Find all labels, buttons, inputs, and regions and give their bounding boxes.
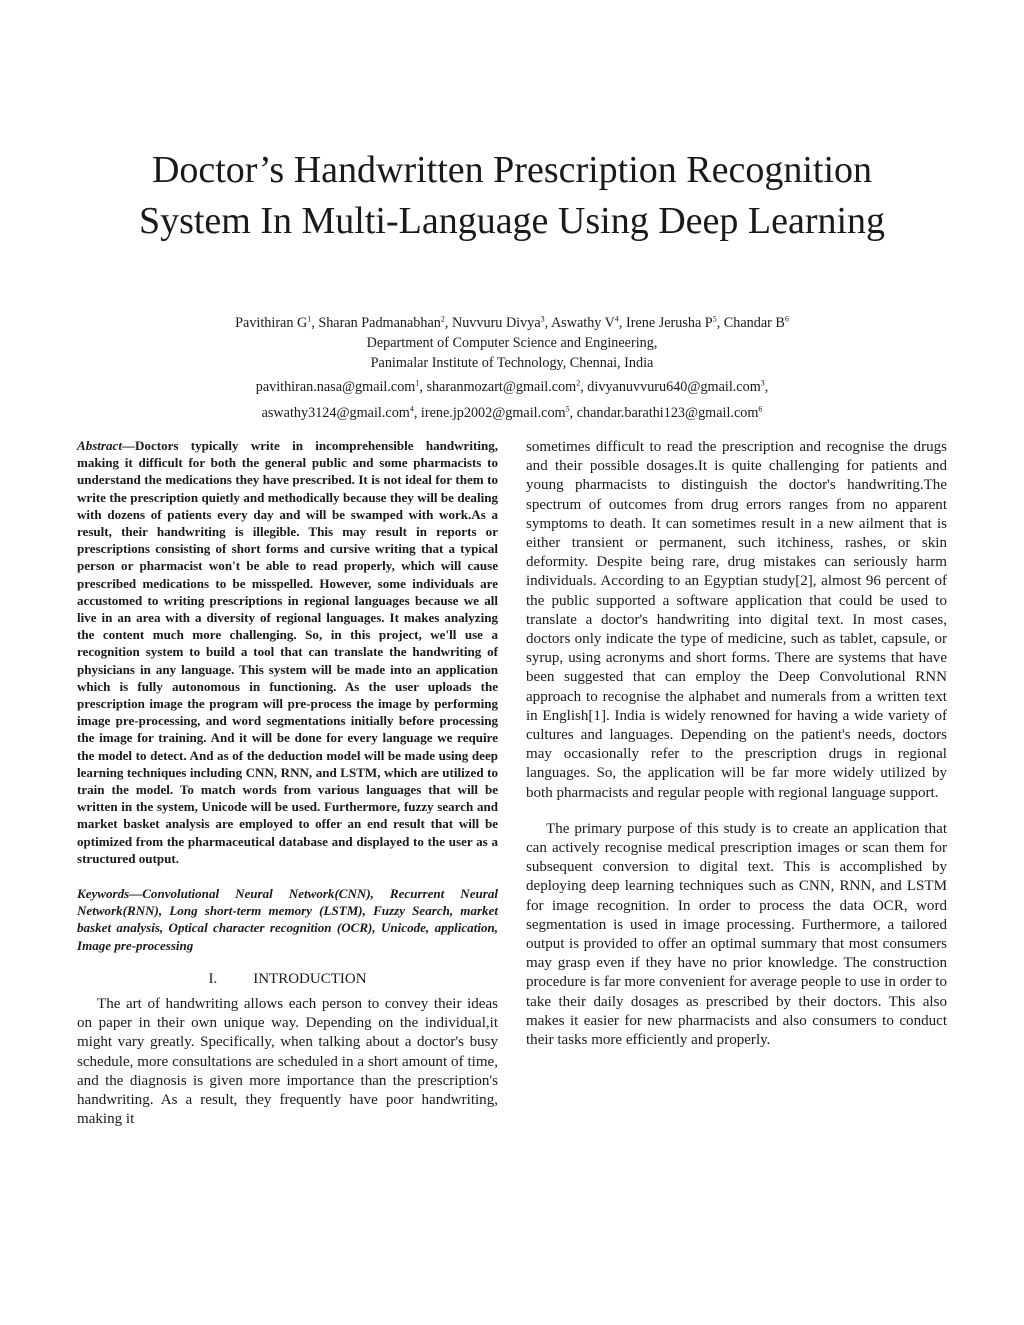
email-affil-number: 5 xyxy=(565,404,570,414)
author-affil-number: 2 xyxy=(440,314,445,324)
author-name: Chandar B xyxy=(723,315,785,331)
abstract-label: Abstract— xyxy=(77,438,135,453)
section-heading xyxy=(77,969,498,989)
author-email: divyanuvvuru640@gmail.com xyxy=(587,379,761,395)
section-title: INTRODUCTION xyxy=(253,970,367,987)
author-name: Pavithiran G xyxy=(235,315,308,331)
paper-title: Doctor’s Handwritten Prescription Recognition System In Multi-Language Using Deep Learning xyxy=(138,149,886,242)
email-affil-number: 6 xyxy=(758,404,763,414)
author-list: Pavithiran $G^1$, Sharan Padmanabhan$^2$, Nuvvuru Divya$^3$, Aswathy $V^4$, Irene Jerusha $P^5$, Chandar $B^6$ xyxy=(235,314,789,331)
abstract-text: Doctors typically write in incomprehensible handwriting, making it difficult for both the general public and some pharmacists to understand the medications they have prescribed. It is not ideal for them to write the prescription quietly and methodically because they will be dealing with dozens of patients every day and will be swamped with work.As a result, their handwriting is illegible. This may result in reports or prescriptions consisting of short forms and cursive writing that a typical person or pharmacist won't be able to read properly, which will cause prescribed medications to be misspelled. However, some individuals are accustomed to writing prescriptions in regional languages because we all live in an area with a diversity of regional languages. It makes analyzing the content much more challenging. So, in this project, we'll use a recognition system to build a tool that can translate the handwriting of physicians in any language. This system will be made into an application which is fully autonomous in functioning. As the user uploads the prescription image the program will pre-process the image by performing image pre-processing, and word segmentations initially before processing the image for training. And it will be done for every language we require the model to detect. And as of the deduction model will be made using deep learning techniques including CNN, RNN, and LSTM, which are utilized to train the model. To match words from various languages that will be written in the system, Unicode will be used. Furthermore, fuzzy search and market basket analysis are employed to offer an end result that will be optimized from the pharmaceutical database and displayed to the user as a structured output. xyxy=(77,438,498,866)
intro-paragraph: The art of handwriting allows each person to convey their ideas on paper in their own unique way. Depending on the individual,it might vary greatly. Specifically, when talking about a doctor's busy schedule, more consultations are scheduled in a short amount of time, and the diagnosis is given more importance than the prescription's handwriting. As a result, they frequently have poor handwriting, making it xyxy=(77,995,498,1128)
intro-paragraph: The primary purpose of this study is to create an application that can actively recognise medical prescription images or scan them for subsequent conversion to digital text. This is accomplished by deploying deep learning techniques such as CNN, RNN, and LSTM for image recognition. In order to process the data OCR, word segmentation is used in image processing. Furthermore, a tailored output is provided to offer an optimal summary that most consumers may grasp even if they have no prior knowledge. The construction procedure is far more convenient for average people to use in order to take their daily dosages as prescribed by their doctors. This also makes it easier for new pharmacists and also consumers to conduct their tasks more efficiently and properly. xyxy=(526,820,947,1049)
email-affil-number: 4 xyxy=(409,404,414,414)
author-email: chandar.barathi123@gmail.com xyxy=(576,405,759,421)
institute: Panimalar Institute of Technology, Chennai, India xyxy=(370,355,654,371)
author-email: pavithiran.nasa@gmail.com xyxy=(255,379,416,395)
right-column xyxy=(526,438,947,1050)
author-affil-number: 4 xyxy=(614,314,619,324)
department: Department of Computer Science and Engineering, xyxy=(366,335,658,351)
author-name: Irene Jerusha P xyxy=(626,315,713,331)
author-affil-number: 1 xyxy=(307,314,312,324)
left-column xyxy=(77,437,498,1129)
author-affil-number: 6 xyxy=(784,314,789,324)
email-affil-number: 3 xyxy=(760,378,765,388)
author-email: irene.jp2002@gmail.com xyxy=(420,405,566,421)
intro-paragraph-continued: sometimes difficult to read the prescription and recognise the drugs and their possible dosages.It is quite challenging for patients and young pharmacists to distinguish the doctor's handwriting.The spectrum of outcomes from drug errors ranges from no apparent symptoms to death. It can sometimes result in a new ailment that is either transient or permanent, such itchiness, rashes, or skin deformity. Despite being rare, drug mistakes can seriously harm individuals. According to an Egyptian study[2], almost 96 percent of the public supported a software application that could be used to translate a doctor's handwriting into digital text. In most cases, doctors only indicate the type of medicine, such as tablet, capsule, or syrup, using acronyms and short forms. There are systems that have been suggested that can employ the Deep Convolutional RNN approach to recognise the alphabet and numerals from a written text in English[1]. India is widely renowned for having a wide variety of cultures and languages. Depending on the patient's needs, doctors may occasionally refer to the prescription drugs in regional languages. So, the application will be far more widely utilized by both pharmacists and regular people with regional language support. xyxy=(526,439,947,801)
author-name: Sharan Padmanabhan xyxy=(318,315,441,331)
author-affil-number: 3 xyxy=(540,314,545,324)
email-affil-number: 1 xyxy=(415,378,420,388)
abstract xyxy=(77,437,498,867)
section-number: I. xyxy=(208,970,218,987)
author-email: aswathy3124@gmail.com xyxy=(261,405,410,421)
author-affil-number: 5 xyxy=(712,314,717,324)
email-affil-number: 2 xyxy=(576,378,581,388)
author-name: Aswathy V xyxy=(550,315,615,331)
email-list: aswathy3124@gmail.com$^4$, irene.jp2002@gmail.com$^5$, chandar.barathi123@gmail.com$^6$ xyxy=(261,404,763,421)
author-name: Nuvvuru Divya xyxy=(451,315,541,331)
email-list: pavithiran.nasa@gmail.com$^1$, sharanmozart@gmail.com$^2$, divyanuvvuru640@gmail.com$^3$, xyxy=(255,378,769,395)
author-email: sharanmozart@gmail.com xyxy=(426,379,577,395)
author-block xyxy=(100,313,924,423)
keywords: Keywords—Convolutional Neural Network(CNN), Recurrent Neural Network(RNN), Long short-term memory (LSTM), Fuzzy Search, market basket analysis, Optical character recognition (OCR), Unicode, application, Image pre-processing xyxy=(77,886,498,953)
